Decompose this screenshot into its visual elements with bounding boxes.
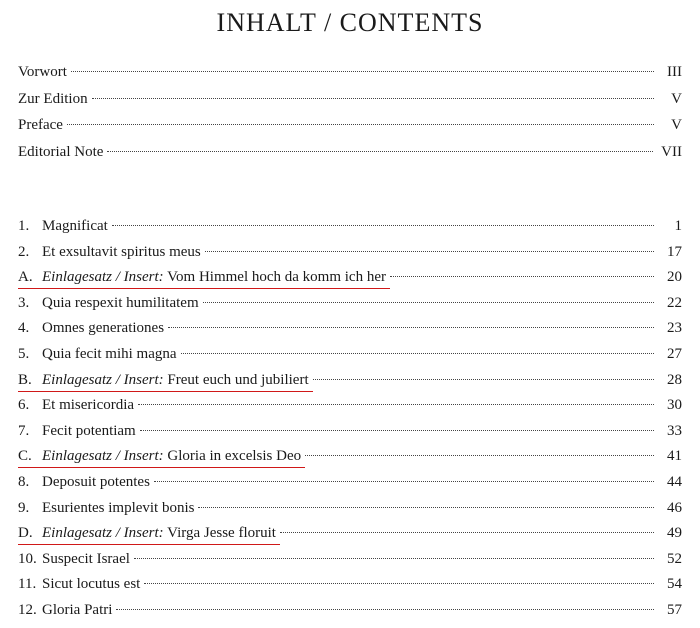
- toc-entry[interactable]: [18, 576, 682, 602]
- toc-entry-label: [18, 602, 116, 619]
- toc-entry-page: 57: [658, 602, 682, 619]
- dot-leader: [144, 583, 654, 584]
- toc-entry-title: Quia respexit humilitatem: [42, 294, 199, 311]
- toc-entry-page: 22: [658, 295, 682, 312]
- toc-entry-page: 27: [658, 346, 682, 363]
- toc-entry-label: Preface: [18, 117, 67, 134]
- toc-entry[interactable]: [18, 500, 682, 526]
- toc-entry-title: Sicut locutus est: [42, 576, 141, 593]
- dot-leader: [92, 98, 654, 99]
- toc-entry-page: V: [658, 117, 682, 134]
- toc-entry-title: Suspecit Israel: [42, 550, 130, 567]
- toc-entry-title: Freut euch und jubiliert: [167, 371, 309, 388]
- toc-entry-label: [18, 372, 313, 392]
- toc-entry-title: Esurientes implevit bonis: [42, 499, 195, 516]
- insert-prefix: Einlagesatz / Insert:: [42, 448, 164, 465]
- insert-prefix: Einlagesatz / Insert:: [42, 269, 164, 286]
- toc-entry-number: 12.: [18, 601, 37, 618]
- dot-leader: [154, 481, 654, 482]
- toc-entry-page: III: [658, 64, 682, 81]
- toc-entry-label: [18, 218, 112, 235]
- toc-entry-number: 11.: [18, 576, 37, 593]
- toc-entry[interactable]: [18, 346, 682, 372]
- toc-entry-label: [18, 320, 168, 337]
- toc-entry-page: V: [658, 91, 682, 108]
- dot-leader: [280, 532, 654, 533]
- toc-entry-label: [18, 525, 280, 545]
- toc-entry-label: [18, 423, 140, 440]
- toc-entry-number: B.: [18, 371, 32, 388]
- toc-entry-number: 7.: [18, 422, 30, 439]
- toc-entry-insert[interactable]: [18, 525, 682, 551]
- toc-entry-insert[interactable]: [18, 448, 682, 474]
- toc-entry-page: 30: [658, 397, 682, 414]
- dot-leader: [116, 609, 654, 610]
- toc-entry[interactable]: [18, 117, 682, 144]
- toc-entry-label: [18, 295, 203, 312]
- toc-entry[interactable]: [18, 144, 682, 171]
- toc-entry-number: 3.: [18, 294, 30, 311]
- toc-entry-label: [18, 551, 134, 568]
- toc-entry[interactable]: [18, 551, 682, 577]
- toc-entry[interactable]: [18, 602, 682, 628]
- toc-entry-number: D.: [18, 525, 33, 542]
- toc-entry-title: Fecit potentiam: [42, 422, 136, 439]
- toc-entry-number: 10.: [18, 550, 37, 567]
- toc-entry-number: 4.: [18, 320, 30, 337]
- toc-entry-label: [18, 474, 154, 491]
- toc-entry[interactable]: [18, 218, 682, 244]
- toc-entry-title: Virga Jesse floruit: [167, 525, 276, 542]
- toc-entry-label: Editorial Note: [18, 144, 107, 161]
- toc-entry-title: Deposuit potentes: [42, 473, 150, 490]
- page-title: INHALT / CONTENTS: [216, 8, 484, 37]
- toc-entry-page: 52: [658, 551, 682, 568]
- toc-entry-title: Et misericordia: [42, 397, 135, 414]
- toc-entry-page: 41: [658, 448, 682, 465]
- toc-entry-page: 46: [658, 500, 682, 517]
- toc-entry-label: [18, 244, 205, 261]
- toc-entry-title: Magnificat: [42, 218, 108, 234]
- toc-entry-title: Quia fecit mihi magna: [42, 345, 177, 362]
- toc-entry-label: Zur Edition: [18, 91, 92, 108]
- toc-entry-label: [18, 269, 390, 289]
- dot-leader: [198, 507, 654, 508]
- toc-entry-title: Vom Himmel hoch da komm ich her: [167, 269, 386, 286]
- toc-entry[interactable]: [18, 397, 682, 423]
- dot-leader: [67, 124, 654, 125]
- toc-entry[interactable]: [18, 64, 682, 91]
- toc-entry-number: A.: [18, 269, 33, 286]
- dot-leader: [305, 455, 654, 456]
- toc-entry-page: 33: [658, 423, 682, 440]
- toc-entry-number: 1.: [18, 218, 30, 234]
- toc-entry-number: 8.: [18, 473, 30, 490]
- insert-prefix: Einlagesatz / Insert:: [42, 371, 164, 388]
- toc-entry[interactable]: [18, 423, 682, 449]
- toc-entry-number: C.: [18, 448, 32, 465]
- toc-entry-number: 5.: [18, 345, 30, 362]
- contents-list: [18, 218, 682, 628]
- toc-entry[interactable]: [18, 295, 682, 321]
- toc-entry-page: VII: [657, 144, 682, 161]
- dot-leader: [71, 71, 654, 72]
- toc-entry-title: Gloria Patri: [42, 601, 113, 618]
- toc-entry-title: Et exsultavit spiritus meus: [42, 243, 201, 260]
- toc-entry-number: 9.: [18, 499, 30, 516]
- toc-entry-insert[interactable]: [18, 269, 682, 295]
- toc-entry-page: 49: [658, 525, 682, 542]
- toc-entry-insert[interactable]: [18, 372, 682, 398]
- toc-entry-page: 54: [658, 576, 682, 593]
- toc-entry-title: Omnes generationes: [42, 320, 165, 337]
- front-matter-list: [18, 64, 682, 170]
- insert-prefix: Einlagesatz / Insert:: [42, 525, 164, 542]
- toc-entry[interactable]: [18, 474, 682, 500]
- dot-leader: [140, 430, 654, 431]
- toc-entry-page: 44: [658, 474, 682, 491]
- toc-entry[interactable]: [18, 320, 682, 346]
- toc-entry-page: 1: [658, 218, 682, 235]
- dot-leader: [107, 151, 653, 152]
- dot-leader: [313, 379, 654, 380]
- toc-entry-label: [18, 500, 198, 517]
- toc-entry-number: 6.: [18, 397, 30, 414]
- toc-entry-label: Vorwort: [18, 64, 71, 81]
- dot-leader: [112, 225, 654, 226]
- toc-entry[interactable]: [18, 244, 682, 270]
- toc-entry-page: 17: [658, 244, 682, 261]
- dot-leader: [205, 251, 654, 252]
- toc-entry-label: [18, 576, 144, 593]
- toc-entry-page: 28: [658, 372, 682, 389]
- toc-entry-number: 2.: [18, 243, 30, 260]
- dot-leader: [168, 327, 654, 328]
- dot-leader: [203, 302, 654, 303]
- toc-entry-page: 23: [658, 320, 682, 337]
- dot-leader: [138, 404, 654, 405]
- toc-entry-label: [18, 346, 181, 363]
- toc-entry-title: Gloria in excelsis Deo: [167, 448, 302, 465]
- toc-entry-label: [18, 397, 138, 414]
- toc-entry[interactable]: [18, 91, 682, 118]
- dot-leader: [134, 558, 654, 559]
- dot-leader: [390, 276, 654, 277]
- toc-entry-label: [18, 448, 305, 468]
- dot-leader: [181, 353, 654, 354]
- toc-entry-page: 20: [658, 269, 682, 286]
